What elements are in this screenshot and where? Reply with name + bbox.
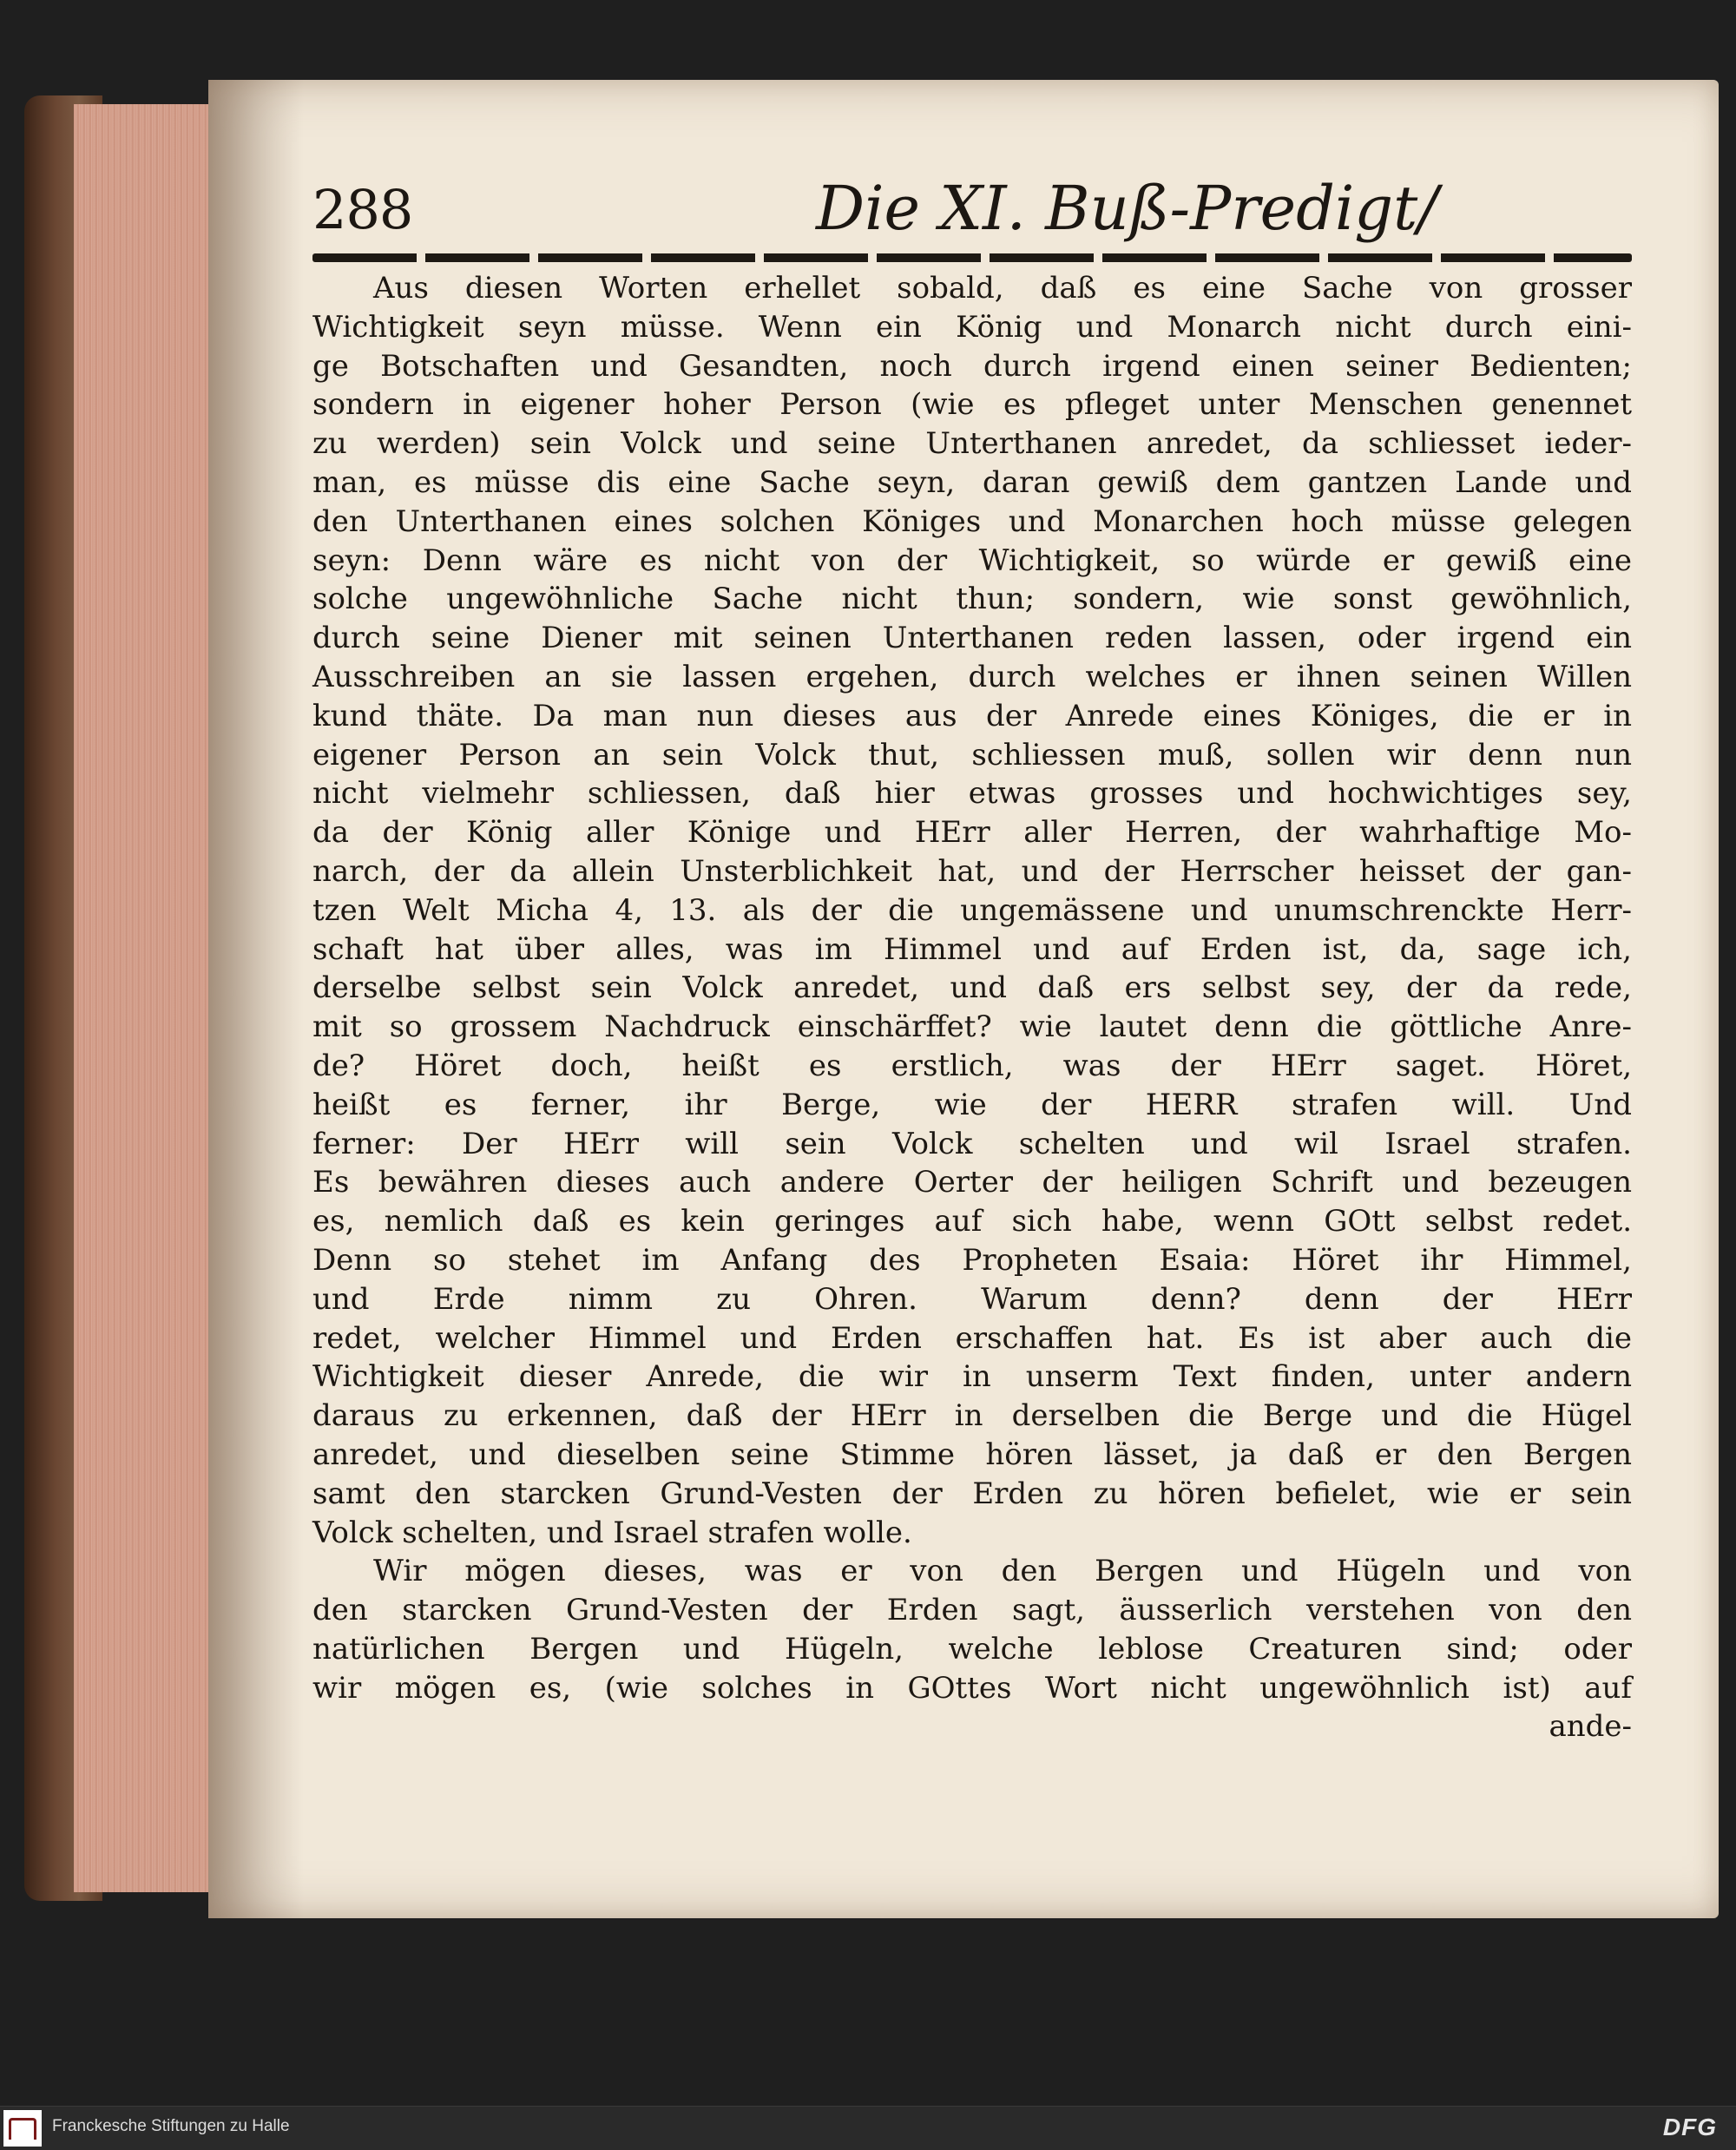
text-line: Denn so stehet im Anfang des Propheten Esaia: Höret ihr Himmel, [312, 1242, 1632, 1278]
text-line: daraus zu erkennen, daß der HErr in derselben die Berge und die Hügel [312, 1398, 1632, 1434]
text-line: kund thäte. Da man nun dieses aus der Anrede eines Königes, die er in [312, 698, 1632, 733]
text-line: Es bewähren dieses auch andere Oerter der heiligen Schrift und bezeugen [312, 1165, 1632, 1200]
text-line: Wichtigkeit dieser Anrede, die wir in unserm Text finden, unter andern [312, 1359, 1632, 1395]
gutter-shadow [208, 80, 304, 1918]
text-line: seyn: Denn wäre es nicht von der Wichtigkeit, so würde er gewiß eine [312, 542, 1632, 578]
text-line: man, es müsse dis eine Sache seyn, daran gewiß dem gantzen Lande und [312, 464, 1632, 500]
text-line: den starcken Grund-Vesten der Erden sagt, äusserlich verstehen von den [312, 1593, 1632, 1628]
text-line: Wichtigkeit seyn müsse. Wenn ein König und Monarch nicht durch eini- [312, 309, 1632, 345]
book-page-edges [74, 104, 216, 1892]
text-line: Wir mögen dieses, was er von den Bergen und Hügeln und von [373, 1554, 1632, 1589]
running-title: Die XI. Buß-Predigt/ [816, 173, 1438, 244]
body-text [312, 269, 1632, 1746]
text-line: tzen Welt Micha 4, 13. als der die ungemässene und unumschrenckte Herr- [312, 892, 1632, 928]
text-line: es, nemlich daß es kein geringes auf sich habe, wenn GOtt selbst redet. [312, 1204, 1632, 1239]
text-line: zu werden) sein Volck und seine Unterthanen anredet, da schliesset ieder- [312, 426, 1632, 462]
text-line: Ausschreiben an sie lassen ergehen, durch welches er ihnen seinen Willen [312, 659, 1632, 694]
text-line: den Unterthanen eines solchen Königes und Monarchen hoch müsse gelegen [312, 503, 1632, 539]
header-rule [312, 253, 1632, 262]
dfg-logo[interactable]: DFG [1662, 2114, 1717, 2140]
text-line: wir mögen es, (wie solches in GOttes Wort nicht ungewöhnlich ist) auf [312, 1670, 1632, 1706]
text-line: Aus diesen Worten erhellet sobald, daß es eine Sache von grosser [373, 271, 1632, 306]
text-line: solche ungewöhnliche Sache nicht thun; sondern, wie sonst gewöhnlich, [312, 582, 1632, 617]
text-line: ge Botschaften und Gesandten, noch durch irgend einen seiner Bedienten; [312, 348, 1632, 384]
text-line: derselbe selbst sein Volck anredet, und daß ers selbst sey, der da rede, [312, 970, 1632, 1006]
text-line: und Erde nimm zu Ohren. Warum denn? denn der HErr [312, 1281, 1632, 1317]
institution-name[interactable]: Franckesche Stiftungen zu Halle [52, 2117, 290, 2135]
text-line: de? Höret doch, heißt es erstlich, was der HErr saget. Höret, [312, 1048, 1632, 1083]
text-line: Volck schelten, und Israel strafen wolle. [312, 1515, 912, 1550]
text-line: da der König aller Könige und HErr aller Herren, der wahrhaftige Mo- [312, 815, 1632, 851]
page-header [312, 173, 1632, 247]
text-line: heißt es ferner, ihr Berge, wie der HERR strafen will. Und [312, 1087, 1632, 1122]
logo-mark [9, 2118, 36, 2140]
text-line: redet, welcher Himmel und Erden erschaffen hat. Es ist aber auch die [312, 1320, 1632, 1356]
text-line: samt den starcken Grund-Vesten der Erden zu hören befielet, wie er sein [312, 1476, 1632, 1511]
text-line: ferner: Der HErr will sein Volck schelten und wil Israel strafen. [312, 1126, 1632, 1161]
text-line: anredet, und dieselben seine Stimme hören lässet, ja daß er den Bergen [312, 1437, 1632, 1472]
text-line: eigener Person an sein Volck thut, schliessen muß, sollen wir denn nun [312, 737, 1632, 773]
catchword: ande- [1549, 1709, 1632, 1745]
viewer-footer [0, 2106, 1736, 2150]
page-number: 288 [312, 178, 413, 241]
francke-foundation-logo-icon[interactable] [3, 2110, 42, 2147]
text-line: nicht vielmehr schliessen, daß hier etwas grosses und hochwichtiges sey, [312, 776, 1632, 812]
text-line: mit so grossem Nachdruck einschärffet? wie lautet denn die göttliche Anre- [312, 1009, 1632, 1045]
text-line: durch seine Diener mit seinen Unterthanen reden lassen, oder irgend ein [312, 621, 1632, 656]
text-line: schaft hat über alles, was im Himmel und auf Erden ist, da, sage ich, [312, 931, 1632, 967]
text-line: sondern in eigener hoher Person (wie es pfleget unter Menschen genennet [312, 387, 1632, 423]
text-line: natürlichen Bergen und Hügeln, welche leblose Creaturen sind; oder [312, 1631, 1632, 1667]
text-line: narch, der da allein Unsterblichkeit hat, und der Herrscher heisset der gan- [312, 853, 1632, 889]
